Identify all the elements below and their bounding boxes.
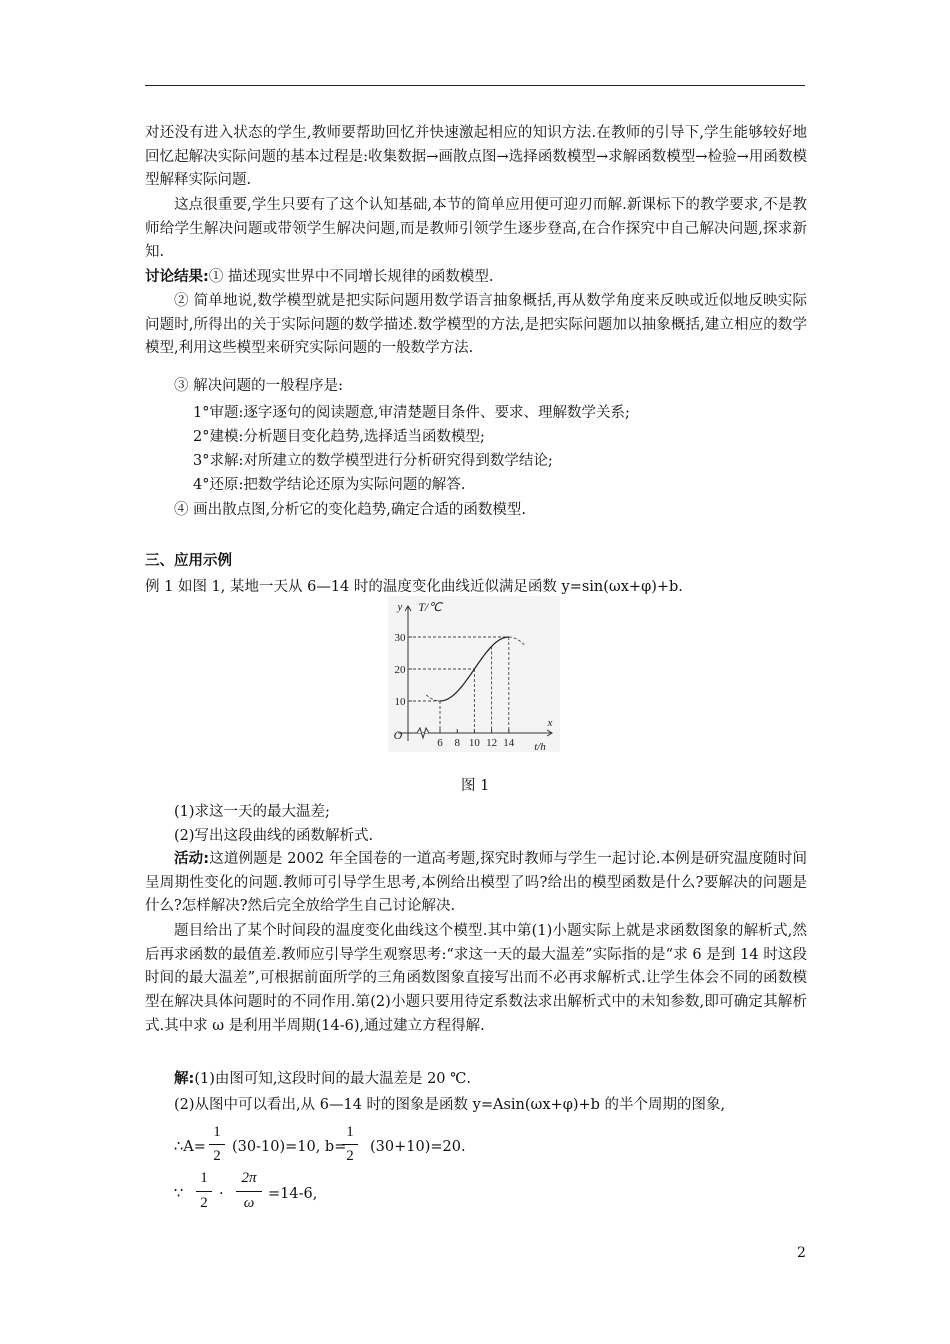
eq2-frac2-denominator: ω: [243, 1195, 255, 1211]
activity-paragraph: [145, 848, 807, 919]
eq1-frac1-bar: [209, 1144, 225, 1145]
discussion-item-1-text: ① 描述现实世界中不同增长规律的函数模型.: [208, 269, 494, 285]
eq1-frac2-bar: [342, 1144, 358, 1145]
eq2-frac1-bar: [196, 1191, 212, 1192]
section-heading-text: 三、应用示例: [145, 553, 232, 569]
y-tick-label: 20: [394, 664, 406, 676]
eq1-prefix: ∴A=: [174, 1139, 206, 1155]
eq2-frac1-numerator: 1: [200, 1170, 208, 1186]
solution-part-1: [145, 1068, 807, 1092]
x-tick-label: 8: [454, 737, 460, 749]
temperature-chart: [388, 596, 560, 752]
eq1-middle: (30-10)=10, b=: [232, 1139, 347, 1155]
solution-part-1-text: (1)由图可知,这段时间的最大温差是 20 ℃.: [194, 1071, 471, 1087]
discussion-item-3: ③ 解决问题的一般程序是:: [174, 378, 343, 394]
x-tick-label: 6: [437, 737, 443, 749]
x-axis-name: x: [547, 717, 553, 729]
discussion-label: 讨论结果:: [145, 269, 209, 285]
x-tick-label: 12: [486, 737, 498, 749]
page-number: 2: [797, 1245, 806, 1261]
x-tick-label: 10: [468, 737, 480, 749]
y-tick-label: 10: [394, 696, 406, 708]
eq2-prefix: ∵: [174, 1186, 184, 1202]
eq1-frac1-numerator: 1: [213, 1124, 221, 1140]
eq2-end: =14-6,: [268, 1186, 318, 1202]
eq1-frac2-denominator: 2: [346, 1148, 354, 1164]
origin-label: O: [393, 728, 403, 742]
x-tick-label: 14: [503, 737, 515, 749]
figure-caption: 图 1: [461, 778, 490, 794]
eq1-end: (30+10)=20.: [370, 1139, 466, 1155]
intro-paragraph-1: 对还没有进入状态的学生,教师要帮助回忆并快速激起相应的知识方法.在教师的引导下,学生能够较好地回忆起解决实际问题的基本过程是:收集数据→画散点图→选择函数模型→求解函数模型→检验→用函数模型解释实际问题.: [145, 125, 807, 189]
discussion-item-1: [145, 266, 807, 290]
solution-label: 解:: [174, 1071, 195, 1087]
step-2: 2°建模:分析题目变化趋势,选择适当函数模型;: [193, 429, 485, 445]
eq2-frac2-numerator: 2π: [241, 1170, 257, 1186]
example-statement: 例 1 如图 1, 某地一天从 6—14 时的温度变化曲线近似满足函数 y=sin(ωx+φ)+b.: [145, 579, 683, 595]
question-1: (1)求这一天的最大温差;: [174, 804, 330, 820]
step-3: 3°求解:对所建立的数学模型进行分析研究得到数学结论;: [193, 453, 553, 469]
section-heading: [145, 551, 232, 571]
step-1: 1°审题:逐字逐句的阅读题意,审清楚题目条件、要求、理解数学关系;: [193, 405, 630, 421]
eq2-frac1-denominator: 2: [200, 1195, 208, 1211]
x-axis-label: t/h: [534, 741, 546, 753]
activity-label: 活动:: [174, 851, 210, 867]
solution-part-2: (2)从图中可以看出,从 6—14 时的图象是函数 y=Asin(ωx+φ)+b 的半个周期的图象,: [174, 1097, 726, 1113]
activity-paragraph-2: 题目给出了某个时间段的温度变化曲线这个模型.其中第(1)小题实际上就是求函数图象的解析式,然后再求函数的最值差.教师应引导学生观察思考:“求这一天的最大温差”实际指的是“求 6 是到 14 时这段时间的最大温差”,可根据前面所学的三角函数图象直接写出而不必再求解析式.让学生体会不同的函数模型在解决具体问题时的不同作用.第(2)小题只要用待定系数法求出解析式中的未知参数,即可确定其解析式.其中求 ω 是利用半周期(14-6),通过建立方程得解.: [145, 923, 807, 1034]
eq1-frac2-numerator: 1: [346, 1124, 354, 1140]
step-4: 4°还原:把数学结论还原为实际问题的解答.: [193, 477, 466, 493]
eq2-dot: ·: [219, 1186, 224, 1202]
y-axis-name: y: [397, 601, 403, 613]
eq1-frac1-denominator: 2: [213, 1148, 221, 1164]
eq2-frac2-bar: [236, 1191, 262, 1192]
discussion-item-4: ④ 画出散点图,分析它的变化趋势,确定合适的函数模型.: [174, 502, 526, 518]
question-2: (2)写出这段曲线的函数解析式.: [174, 828, 374, 844]
activity-text: 这道例题是 2002 年全国卷的一道高考题,探究时教师与学生一起讨论.本例是研究温度随时间呈周期性变化的问题.教师可引导学生思考,本例给出模型了吗?给出的模型函数是什么?要解决的问题是什么?怎样解决?然后完全放给学生自己讨论解决.: [145, 851, 807, 915]
discussion-item-2: ② 简单地说,数学模型就是把实际问题用数学语言抽象概括,再从数学角度来反映或近似地反映实际问题时,所得出的关于实际问题的数学描述.数学模型的方法,是把实际问题加以抽象概括,建立相应的数学模型,利用这些模型来研究实际问题的一般数学方法.: [145, 293, 807, 357]
y-tick-label: 30: [394, 632, 406, 644]
intro-paragraph-2: 这点很重要,学生只要有了这个认知基础,本节的简单应用便可迎刃而解.新课标下的教学要求,不是教师给学生解决问题或带领学生解决问题,而是教师引领学生逐步登高,在合作探究中自己解决问题,探求新知.: [145, 197, 807, 261]
y-axis-label: T/℃: [418, 600, 442, 614]
header-rule: [145, 85, 805, 86]
